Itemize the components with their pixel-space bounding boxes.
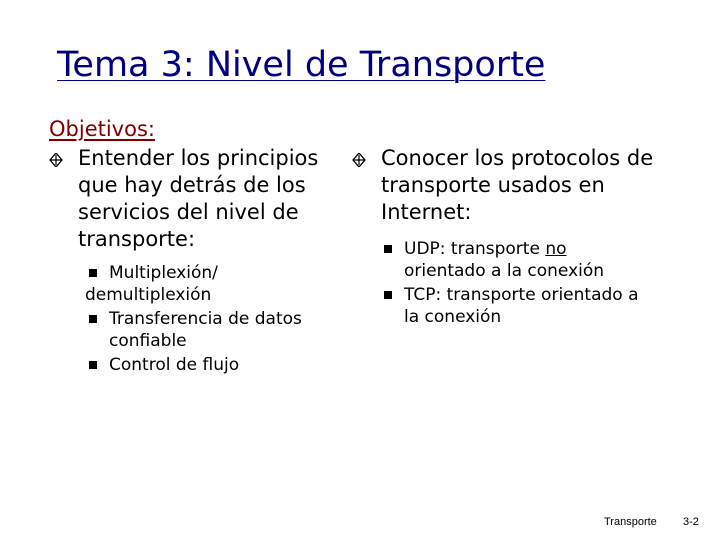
udp-prefix: UDP: transporte [404,239,546,259]
sub-bullet-line: Transferencia de datos [109,309,302,329]
main-bullet-left-line: que hay detrás de los [78,173,306,197]
left-sub-list [85,262,349,376]
main-bullet-left-line: servicios del nivel de [78,200,299,224]
footer-label: Transporte [604,516,657,528]
right-column [352,145,692,328]
square-bullet-icon [89,315,97,323]
objectives-heading: Objetivos: [49,117,155,141]
main-bullet-right [352,145,692,226]
main-bullet-right-line: transporte usados en [381,173,605,197]
square-bullet-icon [89,361,97,369]
square-bullet-icon [384,245,392,253]
page-number: 3-2 [683,516,699,528]
sub-bullet-udp [380,238,692,282]
main-bullet-left [49,145,349,253]
main-bullet-right-line: Internet: [381,200,472,224]
square-bullet-icon [89,269,97,277]
sub-bullet-transferencia [85,308,349,352]
main-bullet-right-line: Conocer los protocolos de [381,146,654,170]
square-bullet-icon [384,291,392,299]
sub-bullet-line: Multiplexión/ [109,263,218,283]
udp-underlined-word: no [545,239,567,259]
main-bullet-left-line: Entender los principios [78,146,319,170]
right-sub-list [380,238,692,328]
sub-bullet-line: TCP: transporte orientado a [404,285,639,305]
sub-bullet-line: orientado a la conexión [404,261,605,281]
sub-bullet-line [404,238,692,260]
sub-bullet-line: Control de flujo [109,355,240,375]
sub-bullet-multiplexion [85,262,349,306]
diamond-bullet-icon [49,153,63,167]
diamond-bullet-icon [352,153,366,167]
sub-bullet-control-flujo [85,354,349,376]
sub-bullet-line: la conexión [404,307,502,327]
sub-bullet-tcp [380,284,692,328]
main-bullet-left-line: transporte: [78,227,196,251]
left-column [49,145,349,376]
slide-title: Tema 3: Nivel de Transporte [57,45,546,85]
sub-bullet-line: demultiplexión [85,285,212,305]
sub-bullet-line: confiable [109,331,187,351]
